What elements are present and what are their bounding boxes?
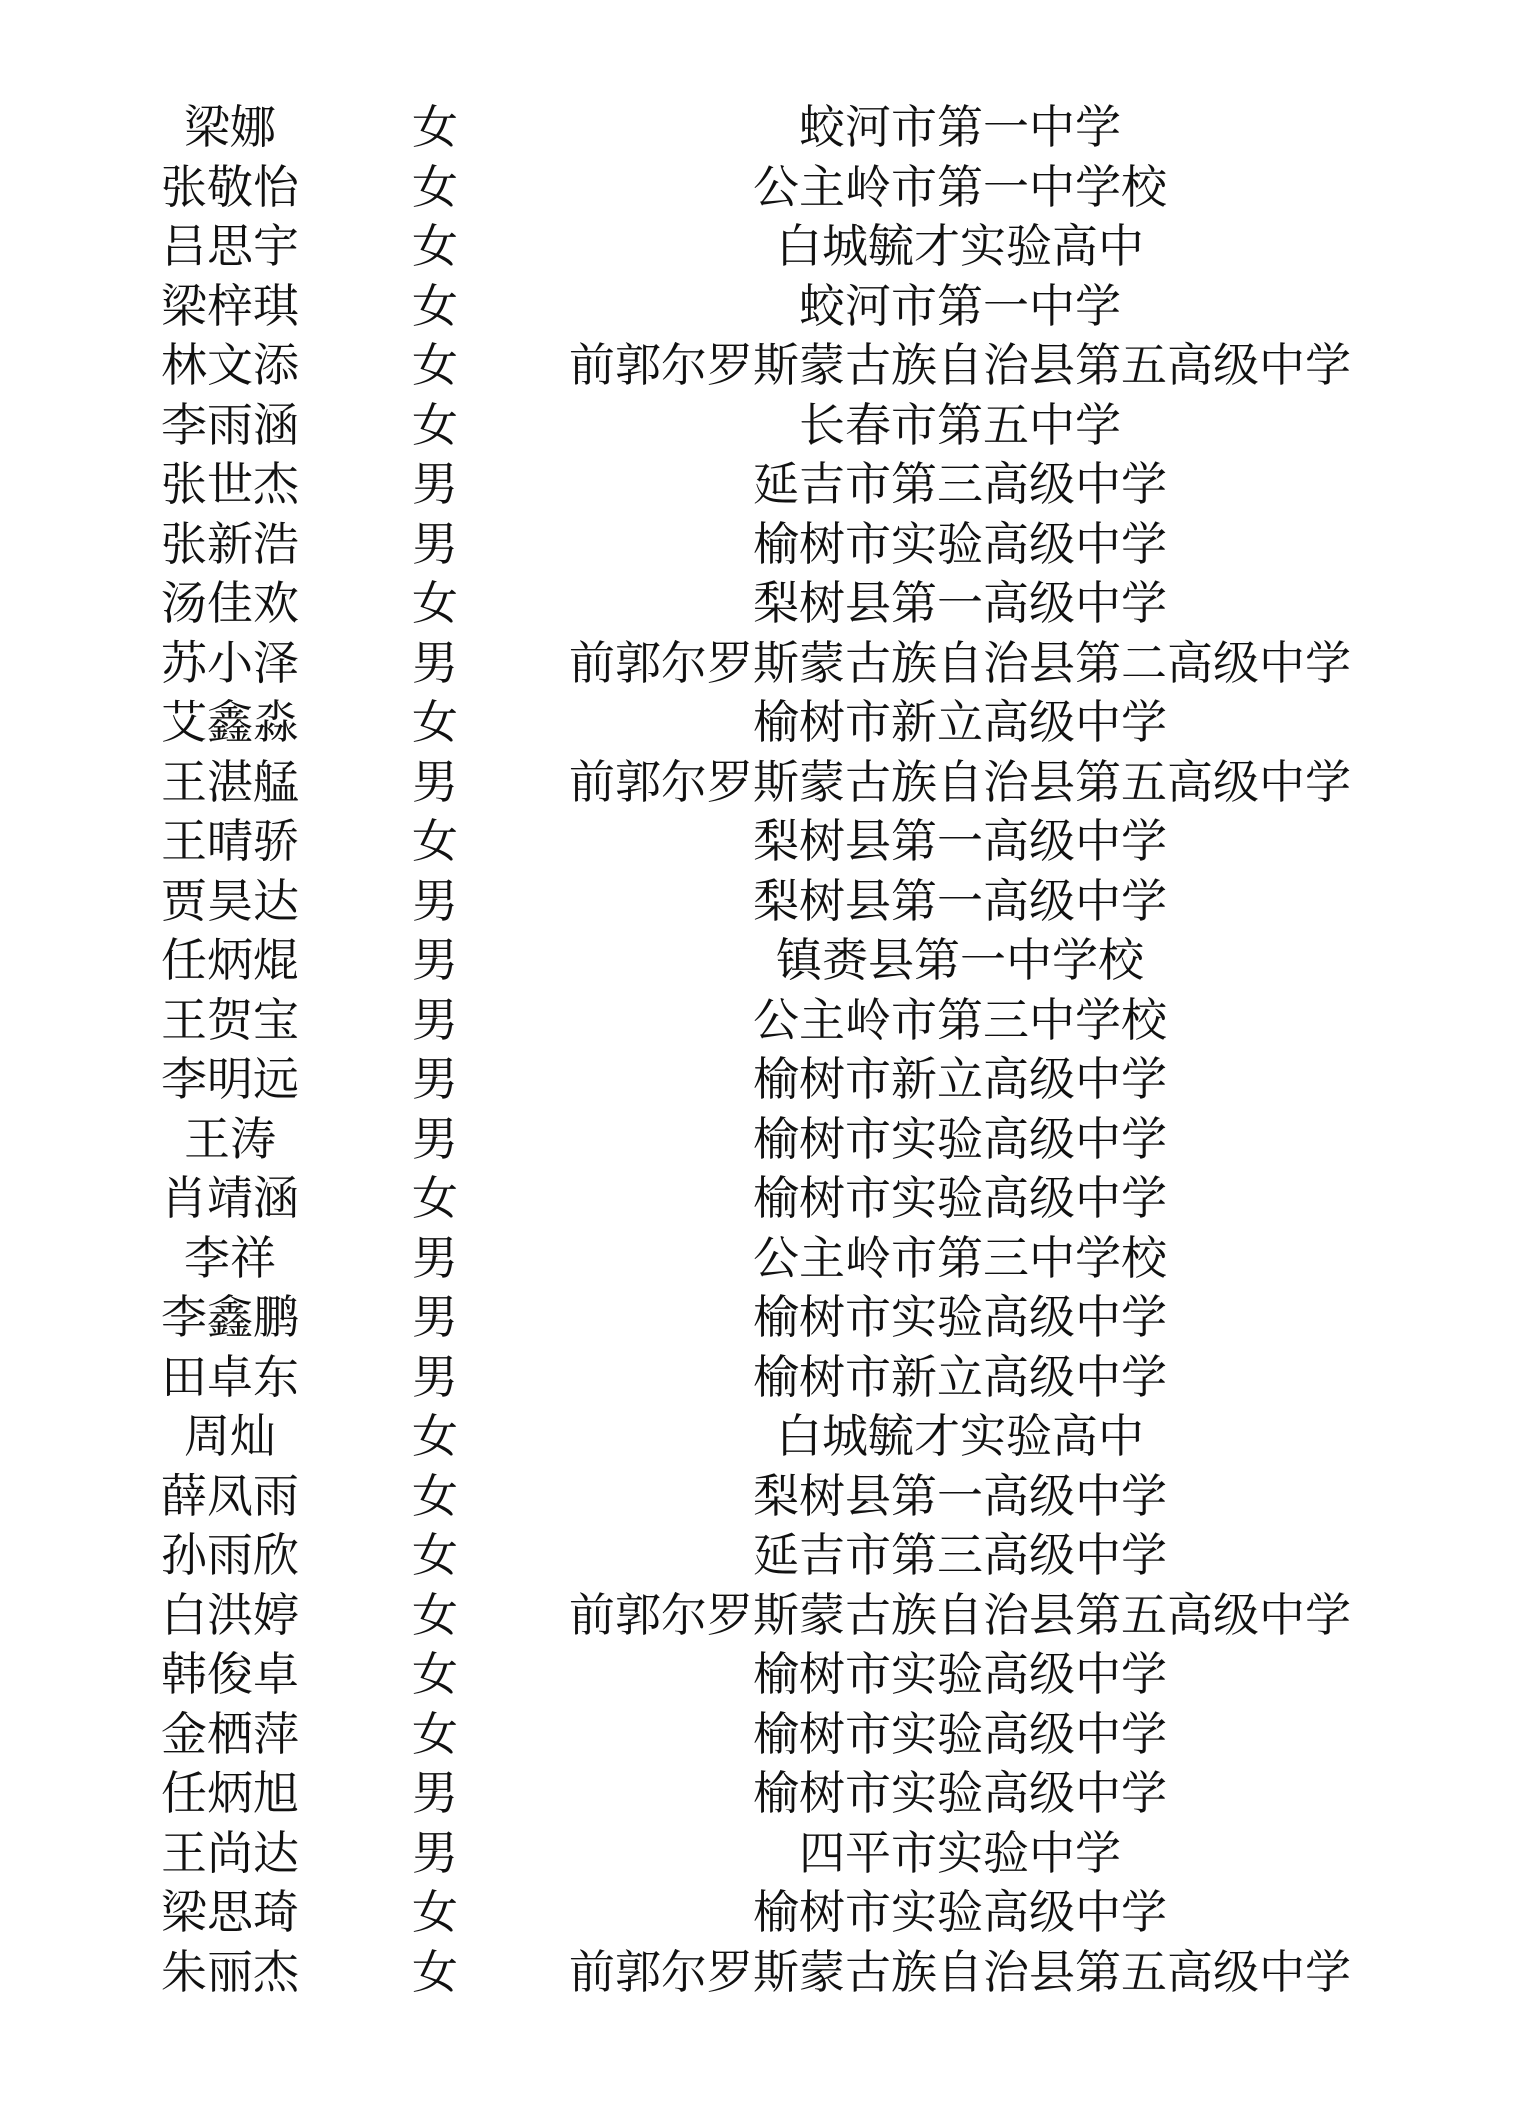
student-gender: 男 [412,873,458,928]
student-gender: 女 [412,278,458,333]
list-row [0,1110,1522,1170]
student-name: 艾鑫淼 [161,695,299,749]
list-row [0,217,1522,277]
student-school: 延吉市第三高级中学 [753,457,1167,511]
student-gender: 男 [412,1825,458,1880]
student-gender: 女 [412,100,458,154]
student-name: 梁梓琪 [161,278,299,333]
list-row [0,1645,1522,1705]
student-name: 苏小泽 [161,635,299,690]
student-school: 榆树市实验高级中学 [753,516,1167,571]
student-school: 镇赉县第一中学校 [776,933,1144,987]
student-school: 四平市实验中学 [799,1825,1121,1880]
list-row [0,931,1522,991]
list-row [0,1526,1522,1586]
student-name: 金栖萍 [161,1706,299,1761]
student-name: 李祥 [184,1230,276,1285]
student-gender: 女 [412,159,458,214]
list-row [0,1050,1522,1110]
list-row [0,753,1522,813]
student-name: 贾昊达 [161,873,299,928]
student-gender: 男 [412,516,458,571]
student-school: 白城毓才实验高中 [776,219,1144,273]
list-row [0,1467,1522,1527]
student-school: 蛟河市第一中学 [799,278,1121,333]
student-name: 吕思宇 [161,219,299,273]
student-school: 榆树市实验高级中学 [753,1290,1167,1344]
student-name: 薛凤雨 [161,1468,299,1523]
student-gender: 女 [412,1468,458,1523]
student-school: 榆树市新立高级中学 [753,1349,1167,1404]
student-gender: 女 [412,1171,458,1225]
list-row [0,1705,1522,1765]
list-row [0,1883,1522,1943]
student-school: 榆树市新立高级中学 [753,695,1167,749]
student-school: 公主岭市第三中学校 [753,992,1167,1047]
student-name: 张世杰 [161,457,299,511]
student-school: 榆树市新立高级中学 [753,1052,1167,1106]
list-row [0,574,1522,634]
student-name: 朱丽杰 [161,1944,299,1999]
student-school: 前郭尔罗斯蒙古族自治县第五高级中学 [569,338,1351,392]
list-row [0,1943,1522,2003]
list-row [0,1229,1522,1289]
student-school: 前郭尔罗斯蒙古族自治县第五高级中学 [569,754,1351,809]
student-gender: 男 [412,1766,458,1820]
student-gender: 男 [412,1230,458,1285]
student-name: 孙雨欣 [161,1528,299,1582]
student-name: 韩俊卓 [161,1647,299,1701]
list-row [0,991,1522,1051]
student-school: 榆树市实验高级中学 [753,1647,1167,1701]
student-gender: 女 [412,1528,458,1582]
list-row [0,396,1522,456]
list-row [0,693,1522,753]
student-gender: 男 [412,1111,458,1166]
student-list [0,98,1522,2002]
student-school: 梨树县第一高级中学 [753,576,1167,630]
list-row [0,1169,1522,1229]
student-gender: 男 [412,1290,458,1344]
student-gender: 男 [412,992,458,1047]
student-school: 榆树市实验高级中学 [753,1885,1167,1939]
list-row [0,1824,1522,1884]
student-gender: 男 [412,1052,458,1106]
student-name: 王尚达 [161,1825,299,1880]
student-name: 王贺宝 [161,992,299,1047]
student-gender: 女 [412,814,458,868]
student-name: 白洪婷 [161,1587,299,1642]
student-gender: 女 [412,1647,458,1701]
student-gender: 女 [412,219,458,273]
list-row [0,455,1522,515]
student-name: 李鑫鹏 [161,1290,299,1344]
list-row [0,515,1522,575]
student-gender: 女 [412,1587,458,1642]
student-gender: 女 [412,695,458,749]
list-row [0,1764,1522,1824]
student-name: 梁娜 [184,100,276,154]
student-name: 张新浩 [161,516,299,571]
student-school: 梨树县第一高级中学 [753,873,1167,928]
student-name: 王湛艋 [161,754,299,809]
student-name: 王涛 [184,1111,276,1166]
student-gender: 女 [412,338,458,392]
student-name: 周灿 [184,1409,276,1463]
student-gender: 女 [412,1706,458,1761]
student-name: 田卓东 [161,1349,299,1404]
list-row [0,1348,1522,1408]
list-row [0,336,1522,396]
list-row [0,277,1522,337]
list-row [0,98,1522,158]
student-school: 梨树县第一高级中学 [753,814,1167,868]
student-gender: 男 [412,457,458,511]
student-school: 前郭尔罗斯蒙古族自治县第五高级中学 [569,1587,1351,1642]
list-row [0,1586,1522,1646]
student-gender: 男 [412,933,458,987]
list-row [0,634,1522,694]
student-name: 王晴骄 [161,814,299,868]
list-row [0,812,1522,872]
student-school: 延吉市第三高级中学 [753,1528,1167,1582]
student-name: 梁思琦 [161,1885,299,1939]
student-gender: 男 [412,1349,458,1404]
student-name: 任炳焜 [161,933,299,987]
list-row [0,158,1522,218]
list-row [0,1407,1522,1467]
student-school: 榆树市实验高级中学 [753,1706,1167,1761]
student-gender: 女 [412,1885,458,1939]
student-gender: 女 [412,1944,458,1999]
student-gender: 男 [412,754,458,809]
student-school: 蛟河市第一中学 [799,100,1121,154]
list-row [0,872,1522,932]
student-name: 张敬怡 [161,159,299,214]
student-gender: 男 [412,635,458,690]
student-school: 长春市第五中学 [799,397,1121,452]
student-name: 任炳旭 [161,1766,299,1820]
student-gender: 女 [412,1409,458,1463]
student-name: 汤佳欢 [161,576,299,630]
student-gender: 女 [412,397,458,452]
student-school: 榆树市实验高级中学 [753,1111,1167,1166]
student-school: 公主岭市第一中学校 [753,159,1167,214]
student-gender: 女 [412,576,458,630]
list-row [0,1288,1522,1348]
student-school: 榆树市实验高级中学 [753,1766,1167,1820]
student-name: 李雨涵 [161,397,299,452]
student-school: 榆树市实验高级中学 [753,1171,1167,1225]
student-school: 前郭尔罗斯蒙古族自治县第二高级中学 [569,635,1351,690]
student-school: 公主岭市第三中学校 [753,1230,1167,1285]
student-school: 梨树县第一高级中学 [753,1468,1167,1523]
student-name: 肖靖涵 [161,1171,299,1225]
student-school: 白城毓才实验高中 [776,1409,1144,1463]
student-name: 林文添 [161,338,299,392]
student-school: 前郭尔罗斯蒙古族自治县第五高级中学 [569,1944,1351,1999]
student-name: 李明远 [161,1052,299,1106]
